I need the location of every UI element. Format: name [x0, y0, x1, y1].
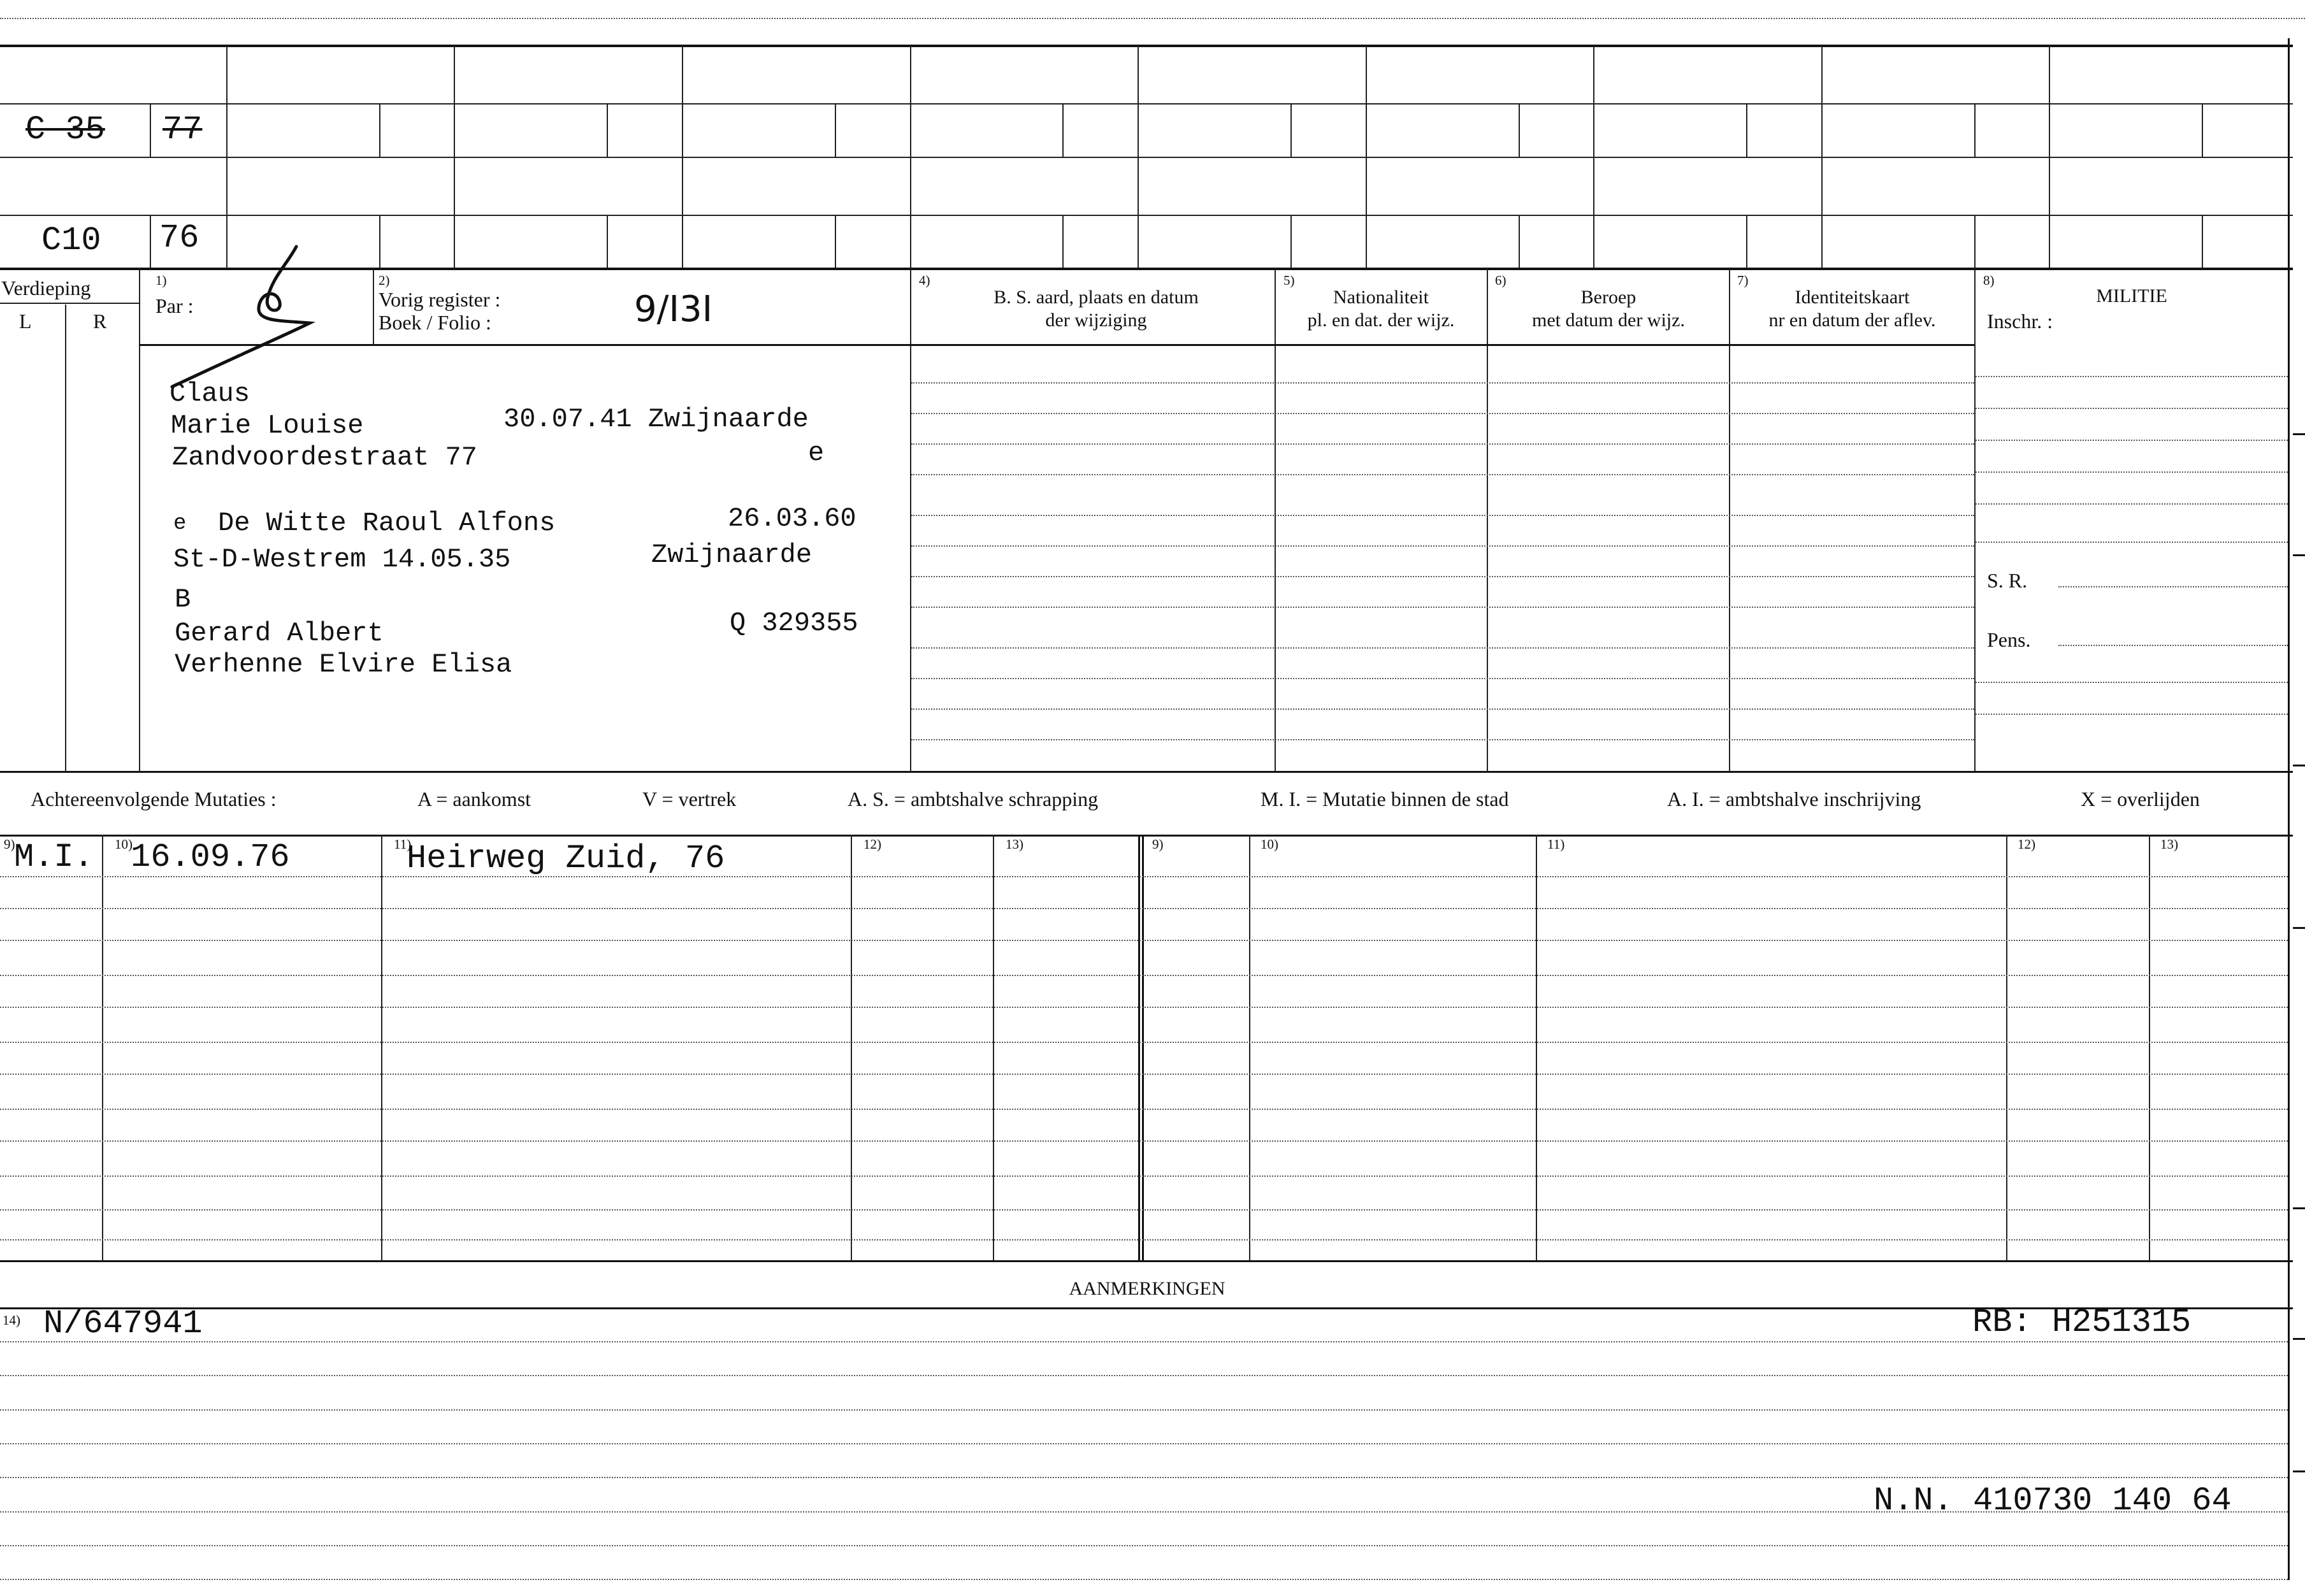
signature-paraph: [159, 239, 325, 392]
spouse-birth: St-D-Westrem 14.05.35: [173, 544, 511, 575]
old-number: 77: [163, 111, 203, 148]
mut-col11-right: 11): [1547, 837, 1565, 852]
remarks-code: N/647941: [43, 1305, 203, 1342]
field7-number: 7): [1737, 273, 1749, 288]
mother-name: Verhenne Elvire Elisa: [175, 649, 512, 680]
field4-label-line2: der wijziging: [1045, 310, 1147, 331]
field6-label-line2: met datum der wijz.: [1532, 310, 1685, 331]
marriage-date: 26.03.60: [728, 503, 856, 534]
legend-as: A. S. = ambtshalve schrapping: [848, 787, 1099, 810]
field1-number: 1): [155, 273, 167, 288]
person-given-names: Marie Louise: [171, 410, 364, 441]
mutation-date: 16.09.76: [131, 838, 290, 876]
legend-x: X = overlijden: [2081, 787, 2200, 810]
field7-label-line2: nr en datum der aflev.: [1768, 310, 1936, 331]
mutation-address: Heirweg Zuid, 76: [407, 840, 725, 877]
legend-a: A = aankomst: [417, 787, 531, 810]
field2-label-line2: Boek / Folio :: [379, 311, 491, 334]
mut-col10-left: 10): [115, 837, 133, 852]
field6-label-line1: Beroep: [1580, 287, 1637, 308]
mark-b: B: [175, 584, 191, 615]
marriage-place: Zwijnaarde: [651, 540, 813, 570]
verdieping-left: L: [19, 310, 32, 333]
remarks-rb: RB: H251315: [1972, 1304, 2192, 1341]
mut-col12-left: 12): [863, 837, 881, 852]
person-birth: 30.07.41 Zwijnaarde: [503, 404, 809, 435]
spouse-mark: e: [173, 512, 187, 536]
code: C10: [41, 222, 101, 259]
legend-title: Achtereenvolgende Mutaties :: [31, 787, 277, 810]
militie-sr: S. R.: [1987, 569, 2028, 592]
spouse-name: De Witte Raoul Alfons: [218, 508, 556, 538]
field8-number: 8): [1983, 273, 1995, 288]
remarks-nn: N.N. 410730 140 64: [1874, 1482, 2232, 1520]
verdieping-title: Verdieping: [1, 277, 91, 299]
field4-label-line1: B. S. aard, plaats en datum: [994, 287, 1199, 308]
mut-col9-right: 9): [1152, 837, 1164, 852]
mut-col11-left: 11): [394, 837, 412, 852]
field7-label-line1: Identiteitskaart: [1795, 287, 1910, 308]
field4-number: 4): [919, 273, 930, 288]
person-suffix-mark: e: [808, 438, 825, 468]
militie-inschr: Inschr. :: [1987, 310, 2053, 333]
militie-pens: Pens.: [1987, 628, 2031, 651]
mut-col9-left: 9): [4, 837, 15, 852]
legend-mi: M. I. = Mutatie binnen de stad: [1261, 787, 1509, 810]
field5-label-line1: Nationaliteit: [1333, 287, 1429, 308]
militie-title: MILITIE: [2096, 285, 2167, 306]
field6-number: 6): [1495, 273, 1507, 288]
mutation-type: M.I.: [14, 838, 94, 876]
old-code: C 35: [25, 111, 105, 148]
field2-number: 2): [379, 273, 390, 288]
field5-label-line2: pl. en dat. der wijz.: [1307, 310, 1455, 331]
father-name: Gerard Albert: [175, 618, 384, 649]
person-address: Zandvoordestraat 77: [172, 442, 477, 473]
number: 76: [159, 219, 199, 257]
legend-ai: A. I. = ambtshalve inschrijving: [1667, 787, 1921, 810]
field1-label: Par :: [155, 294, 194, 317]
field2-value: 9/I3I: [634, 289, 713, 330]
remarks-title: AANMERKINGEN: [1069, 1278, 1225, 1299]
verdieping-right: R: [93, 310, 107, 333]
person-surname: Claus: [170, 378, 250, 409]
scan-edge: [0, 18, 2305, 19]
mut-col10-right: 10): [1261, 837, 1278, 852]
mut-col12-right: 12): [2018, 837, 2035, 852]
field5-number: 5): [1283, 273, 1295, 288]
legend-v: V = vertrek: [642, 787, 737, 810]
mut-col13-right: 13): [2160, 837, 2178, 852]
field2-label-line1: Vorig register :: [379, 288, 501, 311]
mut-col13-left: 13): [1006, 837, 1023, 852]
id-code: Q 329355: [730, 608, 858, 638]
remarks-number: 14): [3, 1312, 20, 1328]
